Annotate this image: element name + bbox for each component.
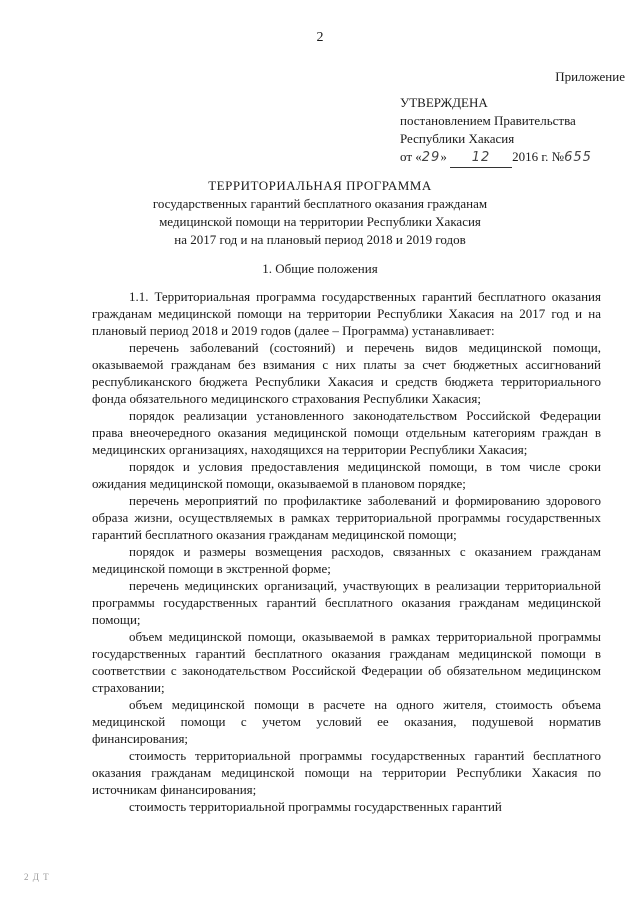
paragraph: порядок и условия предоставления медицинской помощи, в том числе сроки ожидания медицинской помощи, оказываемой в плановом порядке;: [92, 459, 601, 491]
appendix-label: Приложение: [555, 69, 625, 84]
paragraph: стоимость территориальной программы государственных гарантий бесплатного оказания гражданам медицинской помощи на территории Республики Хакасия по источникам финансирования;: [92, 748, 601, 797]
section-title: 1. Общие положения: [262, 261, 378, 276]
page-number: 2: [316, 30, 324, 45]
approval-line-1: постановлением Правительства: [400, 113, 576, 128]
title-line: государственных гарантий бесплатного оказания гражданам: [152, 196, 488, 211]
paragraph: перечень заболеваний (состояний) и перечень видов медицинской помощи, оказываемой гражданам без взимания с них платы за счет бюджетных ассигнований республиканского бюджета Республики Хакасия и средств бюджета территориального фонда обязательного медицинского страхования Республики Хакасия;: [92, 340, 601, 406]
paragraph: перечень мероприятий по профилактике заболеваний и формированию здорового образа жизни, осуществляемых в рамках территориальной программы государственных гарантий бесплатного оказания гражданам медицинской помощи;: [92, 493, 601, 542]
date-day: 29: [421, 150, 441, 165]
paragraph: объем медицинской помощи в расчете на одного жителя, стоимость объема медицинской помощи с учетом условий ее оказания, подушевой норматив финансирования;: [92, 697, 601, 746]
body-text: [92, 288, 601, 815]
approval-line-2: Республики Хакасия: [400, 131, 515, 146]
paragraph: порядок реализации установленного законодательством Российской Федерации права внеочередного оказания медицинской помощи отдельным категориям граждан в медицинских организациях, находящихся на территории Республики Хакасия;: [92, 408, 601, 457]
year-prefix: 2016 г. №: [512, 149, 565, 164]
paragraph: стоимость территориальной программы государственных гарантий: [129, 799, 502, 814]
title-line: на 2017 год и на плановый период 2018 и 2019 годов: [174, 232, 466, 247]
paragraph: перечень медицинских организаций, участвующих в реализации территориальной программы государственных гарантий бесплатного оказания гражданам медицинской помощи;: [92, 578, 601, 627]
title-line: медицинской помощи на территории Республики Хакасия: [159, 214, 481, 229]
decree-number: 655: [564, 150, 592, 165]
date-month: 12: [450, 149, 512, 168]
paragraph: 1.1. Территориальная программа государственных гарантий бесплатного оказания гражданам медицинской помощи на территории Республики Хакасия на 2017 год и на плановый период 2018 и 2019 годов (далее – Программа) устанавливает:: [92, 289, 601, 338]
paragraph: порядок и размеры возмещения расходов, связанных с оказанием гражданам медицинской помощи в экстренной форме;: [92, 544, 601, 576]
footer-code: 2 Д Т: [24, 872, 50, 882]
title-main: ТЕРРИТОРИАЛЬНАЯ ПРОГРАММА: [208, 178, 432, 193]
approval-date-line: [400, 148, 625, 168]
date-separator: »: [440, 149, 447, 164]
approved-label: УТВЕРЖДЕНА: [400, 95, 488, 110]
date-prefix: от «: [400, 149, 422, 164]
approval-block: [400, 68, 625, 168]
paragraph: объем медицинской помощи, оказываемой в рамках территориальной программы государственных гарантий бесплатного оказания гражданам медицинской помощи в соответствии с законодательством Российской Федерации об обязательном медицинском страховании;: [92, 629, 601, 695]
program-title: [120, 177, 520, 249]
